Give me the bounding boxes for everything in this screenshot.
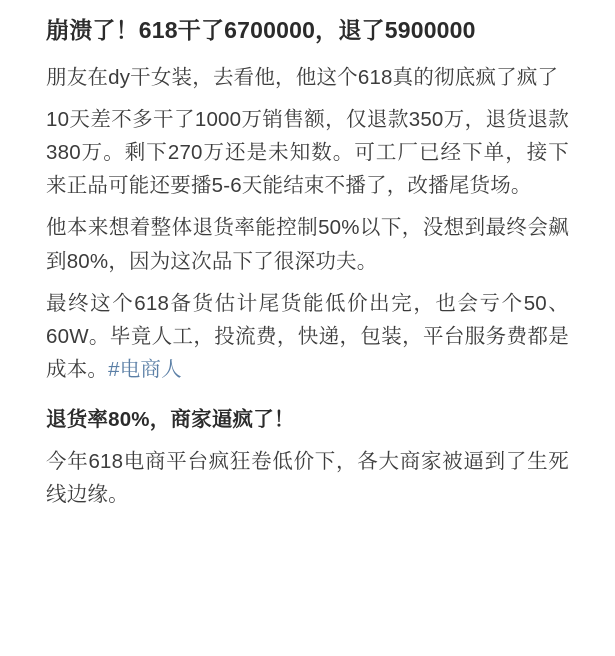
article-paragraph: 今年618电商平台疯狂卷低价下，各大商家被逼到了生死线边缘。 (46, 450, 569, 507)
page-title: 崩溃了！618干了6700000，退了5900000 (46, 17, 476, 43)
section-subheading: 退货率80%，商家逼疯了！ (46, 408, 295, 432)
hashtag-link[interactable]: #电商人 (108, 358, 182, 382)
article-paragraph: 10天差不多干了1000万销售额，仅退款350万，退货退款380万。剩下270万还是未知数。可工厂已经下单，接下来正品可能还要播5-6天能结束不播了，改播尾货场。 (46, 107, 569, 198)
article-paragraph: 他本来想着整体退货率能控制50%以下，没想到最终会飙到80%，因为这次品下了很深功夫。 (46, 216, 569, 273)
paragraph-text: 最终这个618备货估计尾货能低价出完，也会亏个50、60W。毕竟人工，投流费，快递，包装，平台服务费都是成本。 (46, 291, 569, 382)
article-paragraph: 朋友在dy干女装，去看他，他这个618真的彻底疯了疯了 (46, 65, 559, 89)
article-paragraph-with-hashtag (46, 287, 569, 387)
